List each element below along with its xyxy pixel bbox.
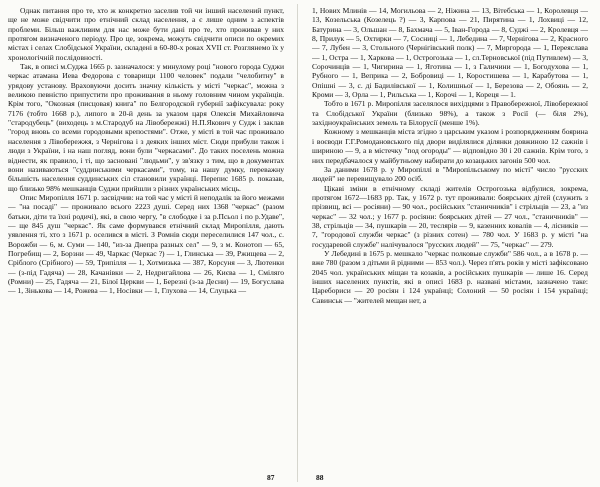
page-number-left: 87	[267, 473, 275, 482]
page-number-right: 88	[316, 473, 324, 482]
page-gutter	[297, 4, 298, 482]
right-page-text	[312, 6, 588, 468]
paragraph: Опис Миропілля 1671 р. засвідчив: на той час у місті й неподалік за його межами — "на посаді" — проживало всього 2223 душі. Серед них 1368 "черкас" (разом батьки, діти та їхні родичі), які, в свою чергу, "в слободке і за р.Псьол і по р.Удаве", — ще 845 душ "черкас". Як саме формувався етнічний склад Миропілля, дають уявлення ті, хто з 1671 р. оселився в місті. З Ромнів сюди переселилися 147 чол., с. Ворожби — 6, м. Суми — 140, "из-за Днепра разных сел" — 9, з м. Конотоп — 65, Погребищ — 2, Борзни — 49, Чаркас (Черкас ?) — 1, Глинська — 39, Ржищева — 2, Сріблого (Срібного) — 59, Трипілля — 1, Хотмизька — 387, Корсуня — 3, Лютенки — (з-під Гадяча) — 28, Качанівки — 2, Недригайлова — 26, Києва — 1, Сміляго (Ромни) — 25, Гадяча — 21, Білої Церкви — 1, Березні (з-за Десни) — 19, Богуслава — 1, Зінькова — 14, Рожева — 1, Носівки — 1, Глухова — 14, Слуцька —	[8, 192, 284, 296]
paragraph: Однак питання про те, хто ж конкретно заселив той чи інший населений пункт, ще не може свідчити про етнічний склад населення, а є лише одним з аспектів проблеми. Більш важливим для нас може бути дані про те, хто проживав у них протягом визначеного періоду. Про це, зокрема, можуть свідчити описи по окремих містах і селах Слобідської України, складені в 60-80-х роках XVII ст. Розглянемо їх у хронологічній послідовності.	[8, 6, 284, 62]
paragraph: Цікаві зміни в етнічному складі жителів Острогозька відбулися, зокрема, протягом 1672—1683 рр. Так, у 1672 р. тут проживали: боярських дітей (служить з прізвищ, всі — росіяни) — 90 чол., російських "станичників" і стрільців — 23, а "из черкас" — 32 чол.; у 1677 р. росіяни: боярських дітей — 27 чол., "станичників" — 38, стрільців — 34, пушкарів — 20, теслярів — 9, казенних ковалів — 4, лісників — 7, "городової служби черкас" (з різних сотен) — 780 чол. У 1683 р. у місті "на государевой службе" налічувалося "русских людей" — 75, "черкас" — 279.	[312, 183, 588, 249]
paragraph: 1, Нових Млинів — 14, Могильова — 2, Ніжина — 13, Вітебська — 1, Королевця — 13, Козельська (Козелець ?) — 3, Карпова — 21, Пирятина — 1, Лохвиці — 12, Батурина — 3, Ольшан — 8, Бахмача — 5, Іван-Города — 8, Суджі — 2, Кролевця — 8, Прилук — 5, Охтирки — 7, Сосниці — 1, Лебедина — 7, Чернігова — 2, Красного — 7, Лубен — 3, Стольного (Чернігівський полк) — 7, Миргорода — 1, Переяслава — 1, Остра — 1, Харкова — 1, Острогозька — 1, сл.Терновської (під Путивлем) — 3, Сорочинців — 1, Чигирина — 1, Яготина — 1, з Галичини — 1, Богодухова — 1, Рубного — 1, Веприка — 2, Бобровиці — 1, Коростишева — 1, Карабутова — 1, Опішні — 3, с. ді Бадилівської — 1, Колишньої — 1, Березова — 2, Обоянь — 2, Кроми — 3, Орла — 1, Рильська — 1, Корочі — 1, Кореця — 1.	[312, 6, 588, 100]
paragraph: За даними 1678 р. у Миропіллі в "Миропільському по місті" число "русских людей" не перевищувало 200 осіб.	[312, 164, 588, 184]
left-page-text	[8, 6, 284, 468]
paragraph: Так, в описі м.Суджа 1665 р. зазначалося: у минулому році "нового города Суджи черкас атамана Иева Федорова с товарищи 1100 человек" подали "челобитну" в урядову установу. Враховуючи досить значну кількість у місті "черкас", можна з великою певністю припустити про проживання в ньому головним чином українців. Крім того, "Окозная (писцовая) книга" по Белгородской губернії зафіксувала: року 7176 (тобто 1668 р.), липого в 20-й день за указом царя Олексія Михайловича "стародубець" (виходець з м.Стародуб на Лівобережжі) Н.П.Якович у Судж і заклав "город вновь со всеми городовыми крепостями". Отже, у місті в той час проживало населення з Лівобережжя, з Чернігова і з деяких інших міст. Сюди прибули також і люди з України, і на наш погляд, вони були "черкасами". До таких поселень можна віднести, як правило, і ті, що засновані "людьми", у зв'язку з тим, що в документах вони називаються "суддинськими черкасами", тому, на нашу думку, переважну більшість населення суддинських сіл становили українці. Перепис 1685 р. показав, що близько 98% мешканців Суджи прийшли з різних українських місць.	[8, 62, 284, 193]
paragraph: Кожному з мешканців міста згідно з царським указом і розпорядженням боярина і воєводи Г.Г.Ромодановського під двори виділялися ділянки довжиною 12 сажнів і шириною — 9, а в містечку "под огороды" — відповідно 30 і 20 сажнів. Крім того, з них передбачалося у майбутньому набирати до козацьких загонів 500 чол.	[312, 127, 588, 165]
paragraph: У Лебедині в 1675 р. мешкало "черкас полковые служби" 586 чол., а в 1678 р. — вже 780 (разом з дітьми й рідними — 853 чол.). Через п'ять років у місті зафіксовано 2045 чол. українських міщан та козаків, а російських пушкарів — лише 16. Серед інших населених пунктів, які в описі 1683 р. названі містами, зазначено таке: Царебориси — 20 росіян і 124 українці; Солоний — 50 росіян і 154 українці; Савинськ — "жителей мещан нет, а	[312, 248, 588, 305]
paragraph: Тобто в 1671 р. Миропілля заселялося вихідцями з Правобережної, Лівобережної та Слобідської України (близько 98%), а також з Росії (— біля 2%), західноукраїнських земель та Білорусії (менше 1%).	[312, 99, 588, 128]
